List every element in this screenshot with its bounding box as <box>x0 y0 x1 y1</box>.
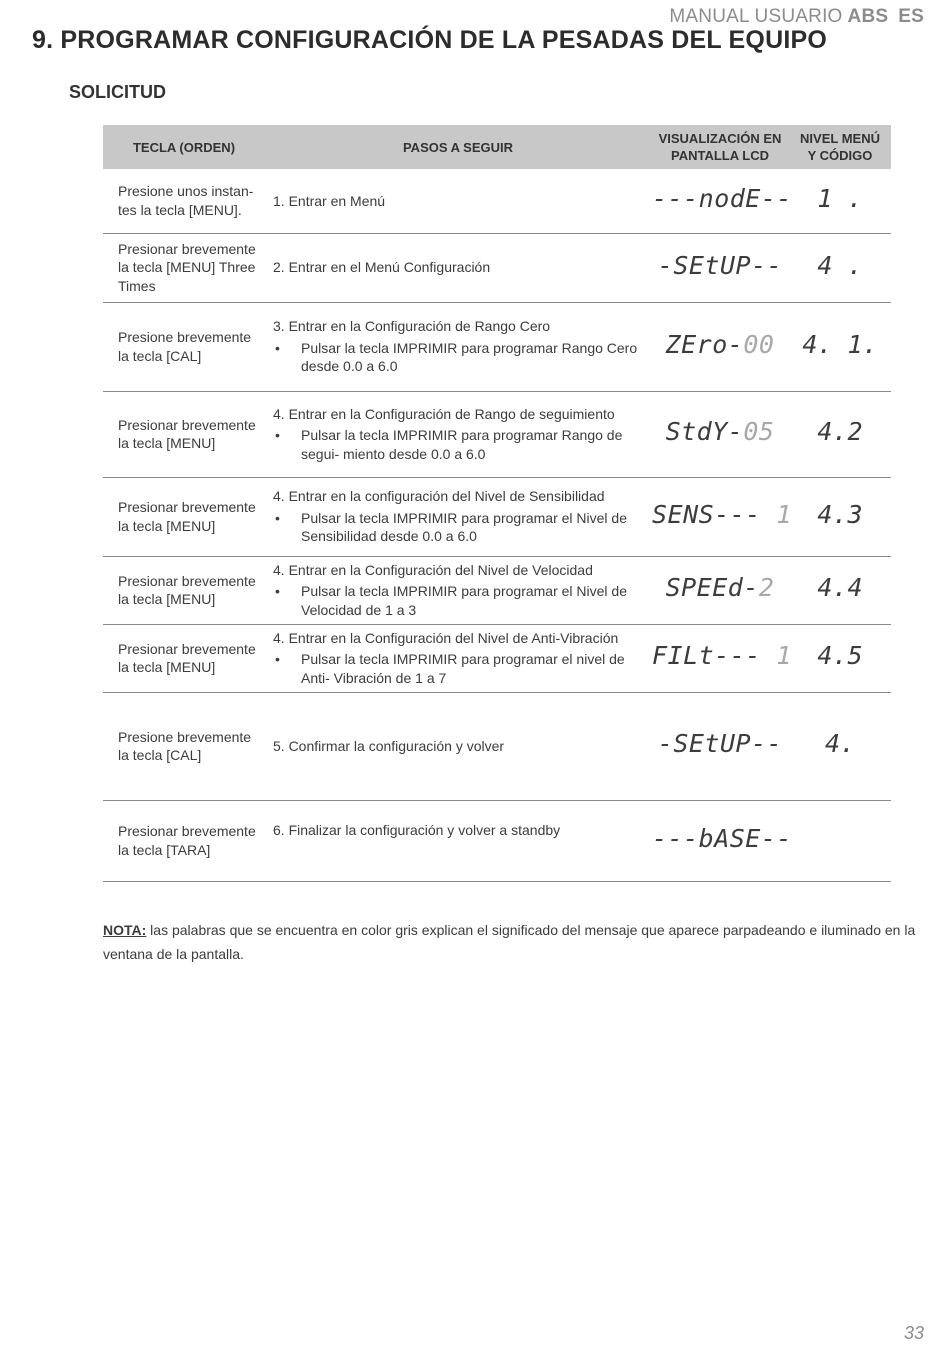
lcd-main-text: -SEtUP-- <box>657 729 783 759</box>
lcd-cell <box>651 624 792 692</box>
menu-code: 4.3 <box>817 499 863 529</box>
step-cell <box>265 477 651 556</box>
step-cell <box>265 624 651 692</box>
page-number: 33 <box>903 1323 924 1343</box>
menu-code: 4 . <box>817 250 863 280</box>
lcd-display <box>652 500 792 529</box>
header-lcd-line2: PANTALLA LCD <box>671 148 769 163</box>
table-row <box>103 169 891 233</box>
key-cell: Presione brevemente la tecla [CAL] <box>103 302 265 391</box>
header-code-line1: NIVEL MENÚ <box>800 131 880 146</box>
menu-code: 1 . <box>817 184 863 213</box>
manual-label: MANUAL USUARIO <box>669 6 843 27</box>
step-bullet: • Pulsar la tecla IMPRIMIR para programar Rango Cero desde 0.0 a 6.0 <box>273 339 643 376</box>
steps-table <box>103 125 891 882</box>
lcd-display <box>652 184 792 213</box>
lcd-display <box>666 417 775 446</box>
lcd-cell <box>651 477 792 556</box>
key-cell: Presionar brevemente la tecla [MENU] <box>103 477 265 556</box>
step-cell <box>265 169 651 233</box>
step-bullets <box>273 650 643 687</box>
key-cell: Presionar brevemente la tecla [MENU] <box>103 556 265 624</box>
lcd-cell <box>651 556 789 624</box>
lcd-cell <box>651 391 789 477</box>
step-bullets <box>273 426 643 463</box>
table-row <box>103 233 891 302</box>
menu-code: 4.4 <box>817 573 863 603</box>
note-label: NOTA: <box>103 922 147 938</box>
step-text: 2. Entrar en el Menú Configuración <box>273 259 491 276</box>
step-text: 4. Entrar en la Configuración del Nivel de Velocidad <box>273 561 593 578</box>
step-text: 3. Entrar en la Configuración de Rango Cero <box>273 318 551 335</box>
lcd-main-text: ---bASE-- <box>652 823 792 853</box>
note-text: las palabras que se encuentra en color gris explican el significado del mensaje que aparece parpadeando e iluminado en la ventana de la pantalla. <box>103 922 916 962</box>
running-header <box>669 6 924 28</box>
lcd-dim-text: 2 <box>758 573 775 603</box>
step-text: 4. Entrar en la Configuración de Rango de seguimiento <box>273 405 615 422</box>
table-row <box>103 477 891 556</box>
code-cell <box>789 556 891 624</box>
step-bullet: • Pulsar la tecla IMPRIMIR para programar el Nivel de Velocidad de 1 a 3 <box>273 582 643 619</box>
lcd-cell <box>651 692 789 800</box>
header-lcd <box>651 125 789 169</box>
step-text: 1. Entrar en Menú <box>273 192 386 209</box>
code-cell <box>789 692 891 800</box>
key-cell: Presionar brevemente la tecla [MENU] Three Times <box>103 233 265 302</box>
section-title: SOLICITUD <box>69 82 166 102</box>
step-cell <box>265 302 651 391</box>
header-steps: PASOS A SEGUIR <box>265 125 651 169</box>
header-code <box>789 125 891 169</box>
step-cell <box>265 692 651 800</box>
key-cell: Presionar brevemente la tecla [MENU] <box>103 624 265 692</box>
code-cell <box>789 169 891 233</box>
table-row <box>103 692 891 800</box>
menu-code: 4.5 <box>817 641 863 671</box>
table-row <box>103 556 891 624</box>
lcd-cell <box>651 302 789 391</box>
code-cell <box>789 477 891 556</box>
table-row <box>103 800 891 881</box>
key-cell: Presionar brevemente la tecla [TARA] <box>103 800 265 881</box>
page-title: 9. PROGRAMAR CONFIGURACIÓN DE LA PESADAS DEL EQUIPO <box>32 26 827 54</box>
note-paragraph <box>103 918 933 966</box>
step-text: 4. Entrar en la Configuración del Nivel de Anti-Vibración <box>273 629 619 646</box>
header-code-line2: Y CÓDIGO <box>807 148 873 163</box>
step-cell <box>265 800 651 881</box>
menu-code: 4. <box>824 729 856 759</box>
key-cell: Presione unos instan- tes la tecla [MENU]. <box>103 169 265 233</box>
step-text: 6. Finalizar la configuración y volver a standby <box>273 821 561 838</box>
lcd-display <box>652 824 792 853</box>
lcd-cell <box>651 233 789 302</box>
lcd-dim-text: 05 <box>743 417 775 447</box>
step-bullets <box>273 582 643 619</box>
lcd-dim-text: 1 <box>760 641 792 671</box>
code-cell <box>789 391 891 477</box>
lcd-main-text: StdY- <box>665 417 744 447</box>
table-row <box>103 624 891 692</box>
code-cell <box>789 302 891 391</box>
language-code: ES <box>898 6 924 27</box>
step-cell <box>265 391 651 477</box>
step-bullets <box>273 339 643 376</box>
lcd-display <box>666 330 775 359</box>
lcd-main-text: SENS--- <box>652 499 761 529</box>
lcd-main-text: SPEEd- <box>665 573 759 603</box>
lcd-main-text: -SEtUP-- <box>657 250 783 280</box>
lcd-main-text: ZEro- <box>665 329 744 359</box>
lcd-main-text: FILt--- <box>652 641 761 671</box>
lcd-cell <box>651 800 792 881</box>
table-row <box>103 302 891 391</box>
code-cell <box>789 800 891 881</box>
step-text: 5. Confirmar la configuración y volver <box>273 737 505 754</box>
key-cell: Presionar brevemente la tecla [MENU] <box>103 391 265 477</box>
key-cell: Presione brevemente la tecla [CAL] <box>103 692 265 800</box>
step-cell <box>265 556 651 624</box>
code-cell <box>789 624 891 692</box>
menu-code: 4. 1. <box>802 329 878 359</box>
lcd-display <box>658 729 782 758</box>
lcd-cell <box>651 169 792 233</box>
step-bullet: • Pulsar la tecla IMPRIMIR para programar el Nivel de Sensibilidad desde 0.0 a 6.0 <box>273 509 643 546</box>
menu-code: 4.2 <box>817 417 863 447</box>
lcd-dim-text: 00 <box>743 329 775 359</box>
header-lcd-line1: VISUALIZACIÓN EN <box>658 131 782 146</box>
header-key: TECLA (ORDEN) <box>103 125 265 169</box>
lcd-display <box>652 641 792 670</box>
lcd-display <box>666 573 775 602</box>
lcd-main-text: ---nodE-- <box>652 184 792 213</box>
code-cell <box>789 233 891 302</box>
step-text: 4. Entrar en la configuración del Nivel de Sensibilidad <box>273 488 605 505</box>
brand-name: ABS <box>847 6 889 27</box>
lcd-display <box>658 251 782 280</box>
lcd-dim-text: 1 <box>760 499 792 529</box>
step-bullets <box>273 509 643 546</box>
step-cell <box>265 233 651 302</box>
table-row <box>103 391 891 477</box>
table-header-row <box>103 125 891 169</box>
step-bullet: • Pulsar la tecla IMPRIMIR para programar Rango de segui- miento desde 0.0 a 6.0 <box>273 426 643 463</box>
step-bullet: • Pulsar la tecla IMPRIMIR para programar el nivel de Anti- Vibración de 1 a 7 <box>273 650 643 687</box>
